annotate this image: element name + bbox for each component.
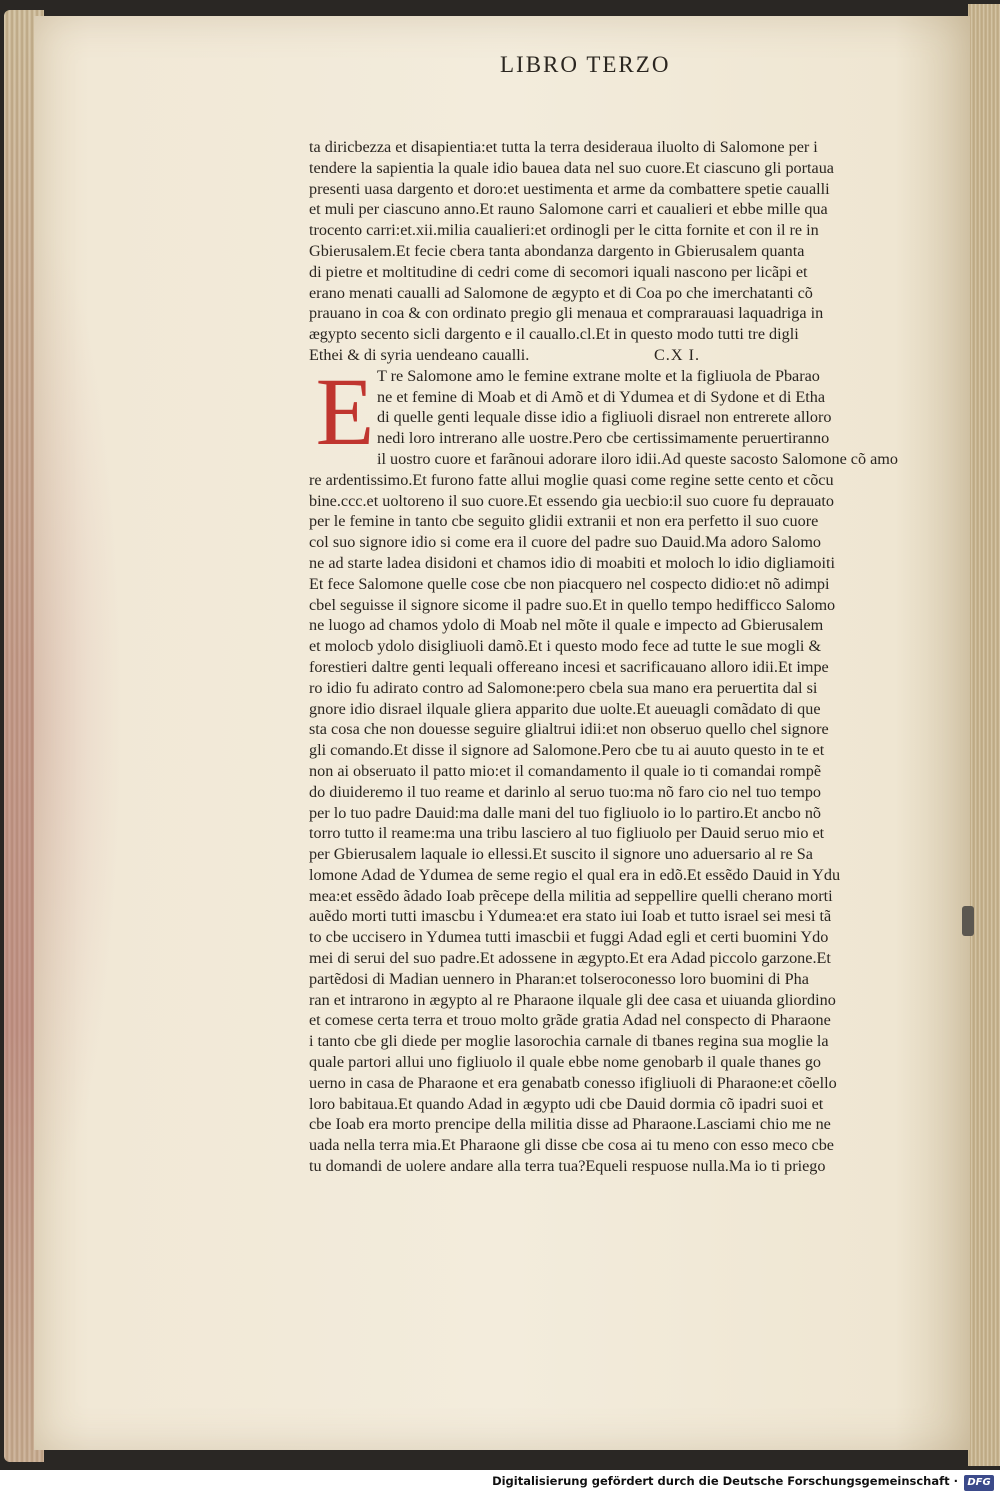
text-line: bine.ccc.et uoltoreno il suo cuore.Et essendo gia uecbio:il suo cuore fu deprauato <box>309 491 835 510</box>
text-line: sta cosa che non douesse seguire glialtrui idii:et non obseruo quello chel signore <box>309 720 829 739</box>
text-line: mea:et essẽdo ãdado Ioab prẽcepe della militia ad seppellire quelli cherano morti <box>309 886 833 905</box>
text-line: ægypto secento sicli dargento e il cauallo.cl.Et in questo modo tutti tre digli <box>309 325 799 344</box>
chapter-line-text: Ethei & di syria uendeano caualli. <box>309 345 530 364</box>
text-line: uerno in casa de Pharaone et era genabatb conesso ifigliuoli di Pharaone:et cõello <box>309 1073 837 1092</box>
lines-beside-initial <box>309 358 904 470</box>
text-line: tu domandi de uolere andare alla terra tua?Equeli respuose nulla.Ma io ti priego <box>309 1157 826 1176</box>
text-line: T re Salomone amo le femine extrane molte et la figliuola de Pbarao <box>377 366 820 385</box>
digitization-footer <box>0 1470 1000 1496</box>
text-line: il uostro cuore et farãnoui adorare iloro idii.Ad queste sacosto Salomone cõ amo <box>377 449 898 468</box>
text-line: tendere la sapientia la quale idio bauea data nel suo cuore.Et ciascuno gli portaua <box>309 158 834 177</box>
text-line: Et fece Salomone quelle cose cbe non piacquero nel cospecto didio:et nõ adimpi <box>309 574 830 593</box>
text-line: cbe Ioab era morto prencipe della militia disse ad Pharaone.Lasciami chio me ne <box>309 1115 831 1134</box>
facing-page-edge <box>968 4 1000 1466</box>
text-line: nedi loro intrerano alle uostre.Pero cbe certissimamente peruertiranno <box>377 429 830 448</box>
lines-main-body <box>309 470 904 1177</box>
drop-cap-initial: E <box>315 358 375 465</box>
text-line: torro tutto il reame:ma una tribu lasciero al tuo figliuolo per Dauid seruo mio et <box>309 824 825 843</box>
text-line: presenti uasa dargento et doro:et uestimenta et arme da combattere spetie caualli <box>309 179 830 198</box>
text-line: di pietre et moltitudine di cedri come di secomori iquali nascono per licãpi et <box>309 262 808 281</box>
text-line: Gbierusalem.Et fecie cbera tanta abondanza dargento in Gbierusalem quanta <box>309 241 805 260</box>
text-line: cbel seguisse il signore sicome il padre suo.Et in quello tempo hedifficco Salomo <box>309 595 836 614</box>
text-line: do diuideremo il tuo reame et darinlo al seruo tuo:ma nõ faro cio nel tuo tempo <box>309 782 822 801</box>
text-line: uada nella terra mia.Et Pharaone gli disse cbe cosa ai tu meno con esso meco cbe <box>309 1136 834 1155</box>
dfg-logo: DFG <box>964 1475 994 1491</box>
running-head: LIBRO TERZO <box>500 52 671 77</box>
text-line: ta diricbezza et disapientia:et tutta la terra desideraua iluolto di Salomone per i <box>309 138 818 156</box>
text-line: auẽdo morti tutti imascbu i Ydumea:et era stato iui Ioab et tutto israel sei mesi tã <box>309 907 832 926</box>
text-line: ne luogo ad chamos ydolo di Moab nel mõte il quale e impecto ad Gbierusalem <box>309 616 824 635</box>
text-line: prauano in coa & con ordinato pregio gli menaua et comprarauasi laquadriga in <box>309 304 824 323</box>
lines-before-chapter <box>309 137 904 345</box>
text-line: lomone Adad de Ydumea de seme regio el qual era in edõ.Et essẽdo Dauid in Ydu <box>309 865 841 884</box>
text-line: re ardentissimo.Et furono fatte allui moglie quasi come regine sette cento et cõcu <box>309 470 834 489</box>
text-line: per le femine in tanto cbe seguito glidii extranii et non era perfetto il suo cuore <box>309 512 819 531</box>
text-line: et molocb ydolo disigliuoli damõ.Et i questo modo fece ad tutte le sue mogli & <box>309 637 822 656</box>
text-line: loro babitaua.Et quando Adad in ægypto udi cbe Dauid dormia cõ ipadri suoi et <box>309 1094 824 1113</box>
text-line: erano menati caualli ad Salomone de ægypto et di Coa po che imerchatanti cõ <box>309 283 813 302</box>
text-line: forestieri daltre genti lequali offereano incesi et sacrificauano alloro idii.Et impe <box>309 657 829 676</box>
text-line: et muli per ciascuno anno.Et rauno Salomone carri et caualieri et ebbe mille qua <box>309 200 828 219</box>
text-line: i tanto cbe gli diede per moglie lasorochia carnale di tbanes regina sua moglie la <box>309 1032 829 1051</box>
text-line: partẽdosi di Madian uennero in Pharan:et tolseroconesso loro buomini di Pha <box>309 969 809 988</box>
chapter-marker: C.X I. <box>654 345 701 364</box>
text-line: ro idio fu adirato contro ad Salomone:pero cbela sua mano era peruertita dal si <box>309 678 818 697</box>
text-line: ne ad starte ladea disidoni et chamos idio di moabiti et moloch lo idio digliamoiti <box>309 553 835 572</box>
text-line: per Gbierusalem laquale io ellessi.Et suscito il signore uno aduersario al re Sa <box>309 845 813 864</box>
text-line: trocento carri:et.xii.milia caualieri:et ordinogli per le citta fornite et con il re in <box>309 221 819 240</box>
text-line: ran et intrarono in ægypto al re Pharaone ilquale gli dee casa et uiuanda gliordino <box>309 990 836 1009</box>
text-line: et comese certa terra et trouo molto grãde gratia Adad nel conspecto di Pharaone <box>309 1011 831 1030</box>
funding-credit: Digitalisierung gefördert durch die Deutsche Forschungsgemeinschaft · <box>492 1474 958 1488</box>
text-line: non ai obseruato il patto mio:et il comandamento il quale io ti comandai rompẽ <box>309 761 822 780</box>
chapter-heading-line <box>309 345 904 366</box>
text-line: per lo tuo padre Dauid:ma dalle mani del tuo figliuolo io lo partiro.Et ancbo nõ <box>309 803 822 822</box>
text-line: mei di serui del suo padre.Et adossene in ægypto.Et era Adad piccolo garzone.Et <box>309 949 831 968</box>
text-line: col suo signore idio si come era il cuore del padre suo Dauid.Ma adoro Salomo <box>309 533 822 552</box>
text-line: gli comando.Et disse il signore ad Salomone.Pero cbe tu ai auuto questo in te et <box>309 741 825 760</box>
text-line: to cbe uccisero in Ydumea tutti imascbii et fuggi Adad egli et certi buomini Ydo <box>309 928 829 947</box>
text-line: ne et femine di Moab et di Amõ et di Ydumea et di Sydone et di Etha <box>377 387 826 406</box>
text-line: di quelle genti lequale disse idio a figliuoli disrael non entrerete alloro <box>377 408 832 427</box>
book-clamp <box>962 906 974 936</box>
text-line: quale partori allui uno figliuolo il quale ebbe nome genobarb il quale thanes go <box>309 1053 822 1072</box>
text-block <box>309 137 904 1177</box>
text-line: gnore idio disrael ilquale gliera apparito due uolte.Et aueuagli comãdato di que <box>309 699 821 718</box>
